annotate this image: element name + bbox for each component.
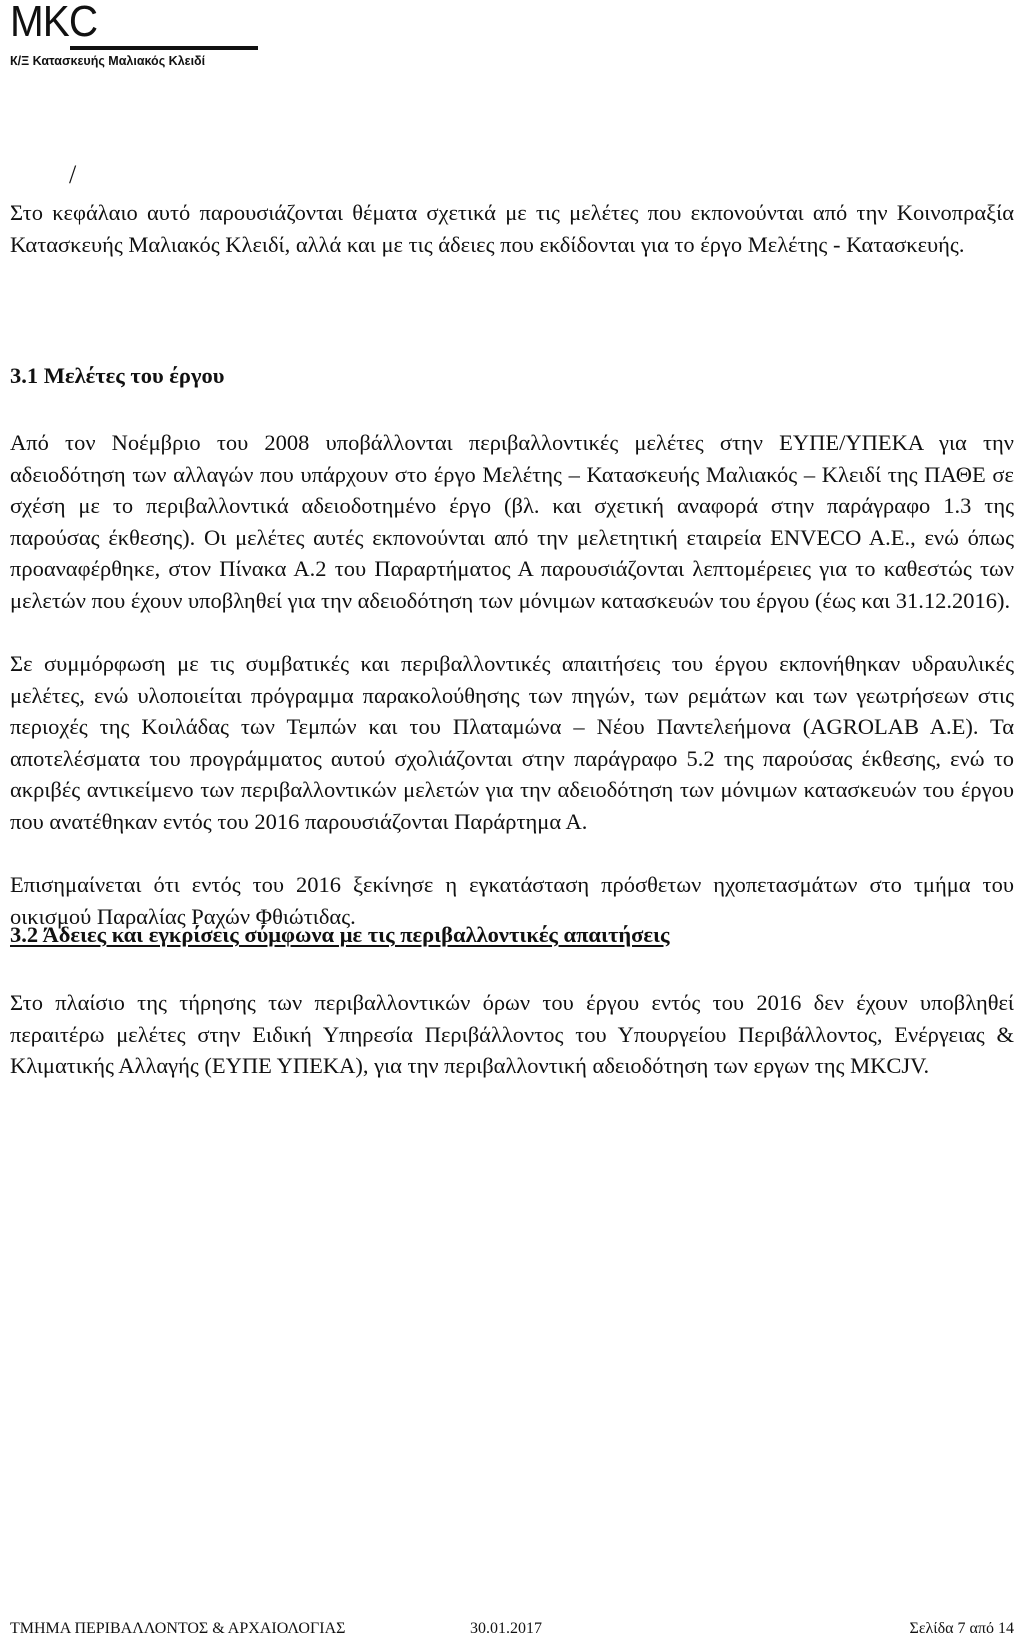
logo-text: MKC [10, 0, 98, 46]
section-3-2-paragraph: Στο πλαίσιο της τήρησης των περιβαλλοντικών όρων του έργου εντός του 2016 δεν έχουν υποβληθεί περαιτέρω μελέτες στην Ειδική Υπηρεσία Περιβάλλοντος του Υπουργείου Περιβάλλοντος, Ενέργειας & Κλιματικής Αλλαγής (ΕΥΠΕ ΥΠΕΚΑ), για την περιβαλλοντική αδειοδότηση των εργων της MKCJV. [10, 990, 1014, 1078]
chapter-heading-mark: / [69, 160, 77, 189]
footer-date: 30.01.2017 [470, 1620, 542, 1637]
company-logo [10, 0, 260, 68]
section-3-1-paragraph-2: Σε συμμόρφωση με τις συμβατικές και περιβαλλοντικές απαιτήσεις του έργου εκπονήθηκαν υδραυλικές μελέτες, ενώ υλοποιείται πρόγραμμα παρακολούθησης των πηγών, των ρεμάτων και των γεωτρήσεων στις περιοχές της Κοιλάδας των Τεμπών και του Πλαταμώνα – Νέου Παντελεήμονα (AGROLAB A.E). Τα αποτελέσματα του προγράμματος αυτού σχολιάζονται στην παράγραφο 5.2 της παρούσας έκθεσης, ενώ το ακριβές αντικείμενο των περιβαλλοντικών μελετών για την αδειοδότηση των μόνιμων κατασκευών του έργου που ανατέθηκαν εντός του 2016 παρουσιάζονται Παράρτημα Α. [10, 651, 1014, 834]
logo-rule [70, 46, 258, 50]
intro-text: Στο κεφάλαιο αυτό παρουσιάζονται θέματα σχετικά με τις μελέτες που εκπονούνται από την Κοινοπραξία Κατασκευής Μαλιακός Κλειδί, αλλά και με τις άδειες που εκδίδονται για το έργο Μελέτης - Κατασκευής. [10, 200, 1014, 257]
section-3-1-title: 3.1 Μελέτες του έργου [10, 363, 225, 388]
footer-page-number: Σελίδα 7 από 14 [909, 1620, 1014, 1637]
section-3-2-title: 3.2 Άδειες και εγκρίσεις σύμφωνα με τις περιβαλλοντικές απαιτήσεις [10, 922, 670, 947]
section-3-1-paragraph-1: Από τον Νοέμβριο του 2008 υποβάλλονται περιβαλλοντικές μελέτες στην ΕΥΠΕ/ΥΠΕΚΑ για την αδειοδότηση των αλλαγών που υπάρχουν στο έργο Μελέτης – Κατασκευής Μαλιακός – Κλειδί της ΠΑΘΕ σε σχέση με το περιβαλλοντικά αδειοδοτημένο έργο (βλ. και σχετική αναφορά στην παράγραφο 1.3 της παρούσας έκθεσης). Οι μελέτες αυτές εκπονούνται από την μελετητική εταιρεία ENVECO A.E., ενώ όπως προαναφέρθηκε, στον Πίνακα Α.2 του Παραρτήματος Α παρουσιάζονται λεπτομέρειες για το καθεστώς των μελετών που έχουν υποβληθεί για την αδειοδότηση των μόνιμων κατασκευών του έργου (έως και 31.12.2016). [10, 430, 1014, 613]
section-3-1-paragraph-3: Επισημαίνεται ότι εντός του 2016 ξεκίνησε η εγκατάσταση πρόσθετων ηχοπετασμάτων στο τμήμα του οικισμού Παραλίας Ραχών Φθιώτιδας. [10, 872, 1014, 929]
logo-subtitle: К/Ξ Κατασκευής Μαλιακός Κλειδί [10, 54, 206, 68]
section-3-1-body [10, 427, 1014, 932]
intro-paragraph [10, 197, 1014, 260]
section-3-2-body [10, 987, 1014, 1082]
footer-department: ΤΜΗΜΑ ΠΕΡΙΒΑΛΛΟΝΤΟΣ & ΑΡΧΑΙΟΛΟΓΙΑΣ [10, 1620, 346, 1637]
page-footer [10, 1620, 1014, 1644]
